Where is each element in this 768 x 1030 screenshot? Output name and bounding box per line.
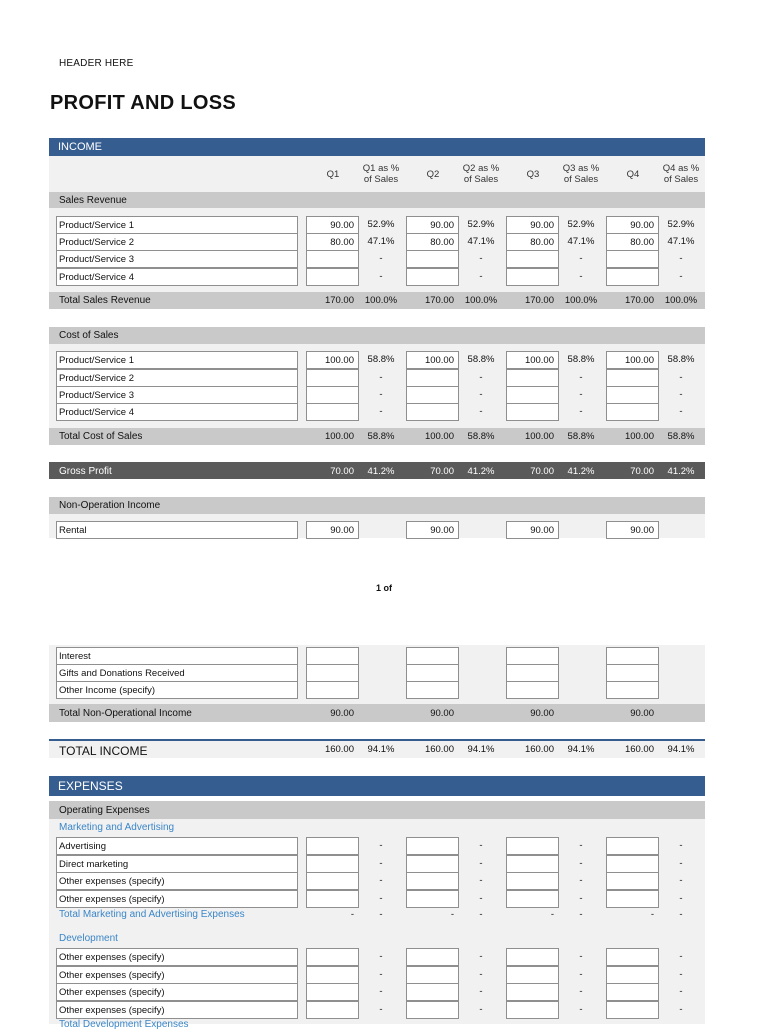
value-field-q1[interactable]	[306, 268, 359, 286]
percent-q1: -	[379, 875, 383, 886]
total-value-q2: 90.00	[430, 708, 454, 719]
total-percent-q4: 100.0%	[664, 295, 698, 306]
value-field-q1[interactable]: 90.00	[306, 216, 359, 234]
percent-q2: 52.9%	[467, 219, 495, 230]
value-field-q1[interactable]	[306, 664, 359, 682]
value-field-q2[interactable]	[406, 664, 459, 682]
percent-q4: -	[679, 986, 683, 997]
value-field-q2[interactable]	[406, 386, 459, 404]
percent-q3: -	[579, 271, 583, 282]
value-field-q3[interactable]	[506, 872, 559, 890]
percent-q4: -	[679, 840, 683, 851]
percent-q4: -	[679, 253, 683, 264]
percent-q2: -	[479, 951, 483, 962]
sales-revenue-bar	[49, 192, 705, 208]
income-section-header	[49, 138, 705, 156]
percent-q1: -	[379, 951, 383, 962]
row-label-field[interactable]: Interest	[56, 647, 298, 665]
value-field-q4[interactable]	[606, 268, 659, 286]
percent-q4: -	[679, 875, 683, 886]
row-label-field[interactable]: Other expenses (specify)	[56, 1001, 298, 1019]
row-label-field[interactable]: Product/Service 2	[56, 369, 298, 387]
total-value-q4: 90.00	[630, 708, 654, 719]
total-value-q3: -	[550, 909, 554, 920]
percent-q4: -	[679, 406, 683, 417]
operating-expenses-label: Operating Expenses	[59, 804, 150, 816]
percent-q3: 58.8%	[567, 354, 595, 365]
total-row-label: Total Non-Operational Income	[59, 708, 192, 719]
total-percent-q3: -	[579, 909, 583, 920]
cost-of-sales-label: Cost of Sales	[59, 330, 119, 341]
total-percent-q3: 58.8%	[567, 431, 595, 442]
value-field-q3[interactable]	[506, 647, 559, 665]
total-value-q3: 100.00	[524, 431, 554, 442]
value-field-q3[interactable]	[506, 268, 559, 286]
percent-q1: 52.9%	[367, 219, 395, 230]
percent-q4: 52.9%	[667, 219, 695, 230]
percent-q2: -	[479, 253, 483, 264]
percent-q2: -	[479, 969, 483, 980]
percent-q4: -	[679, 969, 683, 980]
percent-q3: 47.1%	[567, 236, 595, 247]
row-label-field[interactable]: Other expenses (specify)	[56, 872, 298, 890]
percent-q1: -	[379, 858, 383, 869]
percent-q1: -	[379, 840, 383, 851]
value-field-q2[interactable]	[406, 837, 459, 855]
total-percent-q1: 58.8%	[367, 431, 395, 442]
total-value-q1: 90.00	[330, 708, 354, 719]
percent-q2: -	[479, 840, 483, 851]
value-field-q4[interactable]	[606, 872, 659, 890]
total-value-q4: 100.00	[624, 431, 654, 442]
value-field-q4[interactable]: 80.00	[606, 233, 659, 251]
value-field-q1[interactable]	[306, 403, 359, 421]
row-label-field[interactable]: Product/Service 1	[56, 351, 298, 369]
percent-q3: -	[579, 253, 583, 264]
column-header-6: Q4	[626, 169, 640, 180]
row-label-field[interactable]: Other expenses (specify)	[56, 966, 298, 984]
value-field-q1[interactable]	[306, 948, 359, 966]
percent-q1: 58.8%	[367, 354, 395, 365]
percent-q4: -	[679, 372, 683, 383]
percent-q4: -	[679, 951, 683, 962]
row-label-field[interactable]: Product/Service 1	[56, 216, 298, 234]
percent-q1: -	[379, 1004, 383, 1015]
column-header-7: Q4 as % of Sales	[662, 163, 700, 185]
total-percent-q2: 41.2%	[467, 466, 495, 477]
total-percent-q2: 100.0%	[464, 295, 498, 306]
row-label-field[interactable]: Other expenses (specify)	[56, 948, 298, 966]
total-row-label: Gross Profit	[59, 466, 112, 477]
value-field-q1[interactable]: 80.00	[306, 233, 359, 251]
percent-q2: -	[479, 406, 483, 417]
total-percent-q2: 94.1%	[467, 744, 495, 755]
total-value-q3: 70.00	[530, 466, 554, 477]
expenses-heading: EXPENSES	[58, 779, 123, 793]
percent-q4: -	[679, 271, 683, 282]
total-percent-q2: 58.8%	[467, 431, 495, 442]
column-header-4: Q3	[526, 169, 540, 180]
total-value-q3: 170.00	[524, 295, 554, 306]
percent-q1: -	[379, 253, 383, 264]
percent-q2: -	[479, 858, 483, 869]
total-value-q1: 160.00	[324, 744, 354, 755]
value-field-q3[interactable]	[506, 664, 559, 682]
value-field-q4[interactable]	[606, 250, 659, 268]
nonop-income-bar	[49, 497, 705, 514]
percent-q3: -	[579, 840, 583, 851]
value-field-q1[interactable]: 90.00	[306, 521, 359, 539]
value-field-q2[interactable]	[406, 948, 459, 966]
expenses-section-header	[49, 776, 705, 796]
value-field-q2[interactable]	[406, 966, 459, 984]
value-field-q1[interactable]: 100.00	[306, 351, 359, 369]
percent-q3: 52.9%	[567, 219, 595, 230]
value-field-q4[interactable]: 90.00	[606, 216, 659, 234]
total-percent-q2: -	[479, 909, 483, 920]
value-field-q1[interactable]	[306, 647, 359, 665]
page-title: PROFIT AND LOSS	[50, 92, 236, 114]
total-income-rule	[49, 739, 705, 741]
income-heading: INCOME	[58, 141, 102, 153]
row-label-field[interactable]: Other Income (specify)	[56, 681, 298, 699]
value-field-q2[interactable]: 90.00	[406, 521, 459, 539]
total-percent-q3: 41.2%	[567, 466, 595, 477]
sales-revenue-label: Sales Revenue	[59, 194, 127, 206]
total-value-q1: 70.00	[330, 466, 354, 477]
page-header: HEADER HERE	[59, 58, 134, 69]
total-percent-q3: 94.1%	[567, 744, 595, 755]
value-field-q4[interactable]	[606, 664, 659, 682]
value-field-q4[interactable]	[606, 386, 659, 404]
total-value-q3: 160.00	[524, 744, 554, 755]
percent-q1: -	[379, 406, 383, 417]
nonop-income-label: Non-Operation Income	[59, 500, 161, 511]
total-value-q2: -	[450, 909, 454, 920]
percent-q3: -	[579, 858, 583, 869]
value-field-q1[interactable]	[306, 681, 359, 699]
percent-q3: -	[579, 986, 583, 997]
percent-q1: -	[379, 372, 383, 383]
percent-q2: -	[479, 1004, 483, 1015]
value-field-q2[interactable]	[406, 268, 459, 286]
percent-q1: 47.1%	[367, 236, 395, 247]
value-field-q4[interactable]	[606, 681, 659, 699]
value-field-q1[interactable]	[306, 837, 359, 855]
percent-q3: -	[579, 893, 583, 904]
value-field-q3[interactable]	[506, 1001, 559, 1019]
percent-q1: -	[379, 893, 383, 904]
value-field-q3[interactable]	[506, 386, 559, 404]
value-field-q4[interactable]	[606, 948, 659, 966]
total-value-q4: 170.00	[624, 295, 654, 306]
value-field-q2[interactable]	[406, 890, 459, 908]
value-field-q2[interactable]	[406, 681, 459, 699]
cost-of-sales-bar	[49, 327, 705, 344]
value-field-q3[interactable]: 80.00	[506, 233, 559, 251]
value-field-q2[interactable]	[406, 647, 459, 665]
value-field-q3[interactable]	[506, 983, 559, 1001]
percent-q1: -	[379, 986, 383, 997]
total-value-q4: 70.00	[630, 466, 654, 477]
total-value-q1: -	[350, 909, 354, 920]
value-field-q2[interactable]	[406, 369, 459, 387]
value-field-q1[interactable]	[306, 855, 359, 873]
percent-q3: -	[579, 969, 583, 980]
value-field-q2[interactable]	[406, 855, 459, 873]
percent-q2: -	[479, 389, 483, 400]
row-label-field[interactable]: Advertising	[56, 837, 298, 855]
percent-q2: -	[479, 271, 483, 282]
value-field-q4[interactable]	[606, 966, 659, 984]
development-total-label: Total Development Expenses	[59, 1019, 189, 1030]
percent-q1: -	[379, 969, 383, 980]
total-value-q4: -	[650, 909, 654, 920]
operating-expenses-bar	[49, 801, 705, 819]
value-field-q2[interactable]	[406, 872, 459, 890]
value-field-q4[interactable]	[606, 369, 659, 387]
percent-q3: -	[579, 389, 583, 400]
value-field-q3[interactable]	[506, 890, 559, 908]
total-percent-q4: 94.1%	[667, 744, 695, 755]
total-percent-q1: 94.1%	[367, 744, 395, 755]
value-field-q4[interactable]	[606, 837, 659, 855]
percent-q1: -	[379, 389, 383, 400]
value-field-q1[interactable]	[306, 386, 359, 404]
total-value-q3: 90.00	[530, 708, 554, 719]
percent-q4: 47.1%	[667, 236, 695, 247]
value-field-q4[interactable]	[606, 403, 659, 421]
percent-q4: -	[679, 1004, 683, 1015]
percent-q2: -	[479, 372, 483, 383]
value-field-q3[interactable]	[506, 855, 559, 873]
row-label-field[interactable]: Product/Service 3	[56, 386, 298, 404]
value-field-q4[interactable]	[606, 983, 659, 1001]
value-field-q2[interactable]	[406, 983, 459, 1001]
percent-q2: -	[479, 986, 483, 997]
value-field-q3[interactable]: 90.00	[506, 521, 559, 539]
value-field-q3[interactable]	[506, 681, 559, 699]
percent-q2: 58.8%	[467, 354, 495, 365]
column-header-5: Q3 as % of Sales	[562, 163, 600, 185]
percent-q3: -	[579, 406, 583, 417]
total-row-label: Total Cost of Sales	[59, 431, 143, 442]
total-value-q1: 170.00	[324, 295, 354, 306]
row-label-field[interactable]: Rental	[56, 521, 298, 539]
total-value-q2: 100.00	[424, 431, 454, 442]
percent-q4: -	[679, 389, 683, 400]
row-label-field[interactable]: Direct marketing	[56, 855, 298, 873]
total-percent-q1: -	[379, 909, 383, 920]
total-percent-q3: 100.0%	[564, 295, 598, 306]
column-header-0: Q1	[326, 169, 340, 180]
percent-q3: -	[579, 951, 583, 962]
value-field-q2[interactable]	[406, 250, 459, 268]
page-marker: 1 of	[376, 583, 393, 593]
value-field-q2[interactable]: 80.00	[406, 233, 459, 251]
total-percent-q4: 41.2%	[667, 466, 695, 477]
percent-q2: -	[479, 875, 483, 886]
percent-q1: -	[379, 271, 383, 282]
column-header-3: Q2 as % of Sales	[462, 163, 500, 185]
total-percent-q4: -	[679, 909, 683, 920]
total-value-q1: 100.00	[324, 431, 354, 442]
total-percent-q1: 41.2%	[367, 466, 395, 477]
value-field-q1[interactable]	[306, 966, 359, 984]
development-subheading: Development	[59, 933, 118, 944]
value-field-q2[interactable]: 90.00	[406, 216, 459, 234]
value-field-q1[interactable]	[306, 369, 359, 387]
percent-q3: -	[579, 372, 583, 383]
percent-q3: -	[579, 875, 583, 886]
value-field-q2[interactable]: 100.00	[406, 351, 459, 369]
row-label-field[interactable]: Product/Service 3	[56, 250, 298, 268]
value-field-q3[interactable]	[506, 403, 559, 421]
value-field-q1[interactable]	[306, 983, 359, 1001]
percent-q2: -	[479, 893, 483, 904]
value-field-q3[interactable]	[506, 369, 559, 387]
percent-q4: -	[679, 893, 683, 904]
value-field-q4[interactable]	[606, 855, 659, 873]
percent-q2: 47.1%	[467, 236, 495, 247]
value-field-q2[interactable]	[406, 1001, 459, 1019]
percent-q4: -	[679, 858, 683, 869]
value-field-q3[interactable]	[506, 250, 559, 268]
total-value-q2: 170.00	[424, 295, 454, 306]
value-field-q4[interactable]: 100.00	[606, 351, 659, 369]
value-field-q2[interactable]	[406, 403, 459, 421]
value-field-q3[interactable]	[506, 966, 559, 984]
value-field-q4[interactable]: 90.00	[606, 521, 659, 539]
row-label-field[interactable]: Other expenses (specify)	[56, 983, 298, 1001]
total-value-q4: 160.00	[624, 744, 654, 755]
total-percent-q1: 100.0%	[364, 295, 398, 306]
total-row-label: TOTAL INCOME	[59, 744, 148, 758]
row-label-field[interactable]: Product/Service 2	[56, 233, 298, 251]
total-value-q2: 70.00	[430, 466, 454, 477]
value-field-q1[interactable]	[306, 1001, 359, 1019]
value-field-q4[interactable]	[606, 1001, 659, 1019]
value-field-q1[interactable]	[306, 890, 359, 908]
value-field-q3[interactable]	[506, 948, 559, 966]
total-row-label: Total Sales Revenue	[59, 295, 151, 306]
value-field-q4[interactable]	[606, 890, 659, 908]
value-field-q3[interactable]: 100.00	[506, 351, 559, 369]
row-label-field[interactable]: Product/Service 4	[56, 268, 298, 286]
column-header-2: Q2	[426, 169, 440, 180]
value-field-q1[interactable]	[306, 250, 359, 268]
total-percent-q4: 58.8%	[667, 431, 695, 442]
value-field-q3[interactable]: 90.00	[506, 216, 559, 234]
total-row-label: Total Marketing and Advertising Expenses	[59, 909, 245, 920]
row-label-field[interactable]: Product/Service 4	[56, 403, 298, 421]
percent-q4: 58.8%	[667, 354, 695, 365]
column-header-1: Q1 as % of Sales	[362, 163, 400, 185]
row-label-field[interactable]: Gifts and Donations Received	[56, 664, 298, 682]
total-value-q2: 160.00	[424, 744, 454, 755]
percent-q3: -	[579, 1004, 583, 1015]
row-label-field[interactable]: Other expenses (specify)	[56, 890, 298, 908]
marketing-subheading: Marketing and Advertising	[59, 822, 175, 833]
value-field-q4[interactable]	[606, 647, 659, 665]
value-field-q1[interactable]	[306, 872, 359, 890]
value-field-q3[interactable]	[506, 837, 559, 855]
